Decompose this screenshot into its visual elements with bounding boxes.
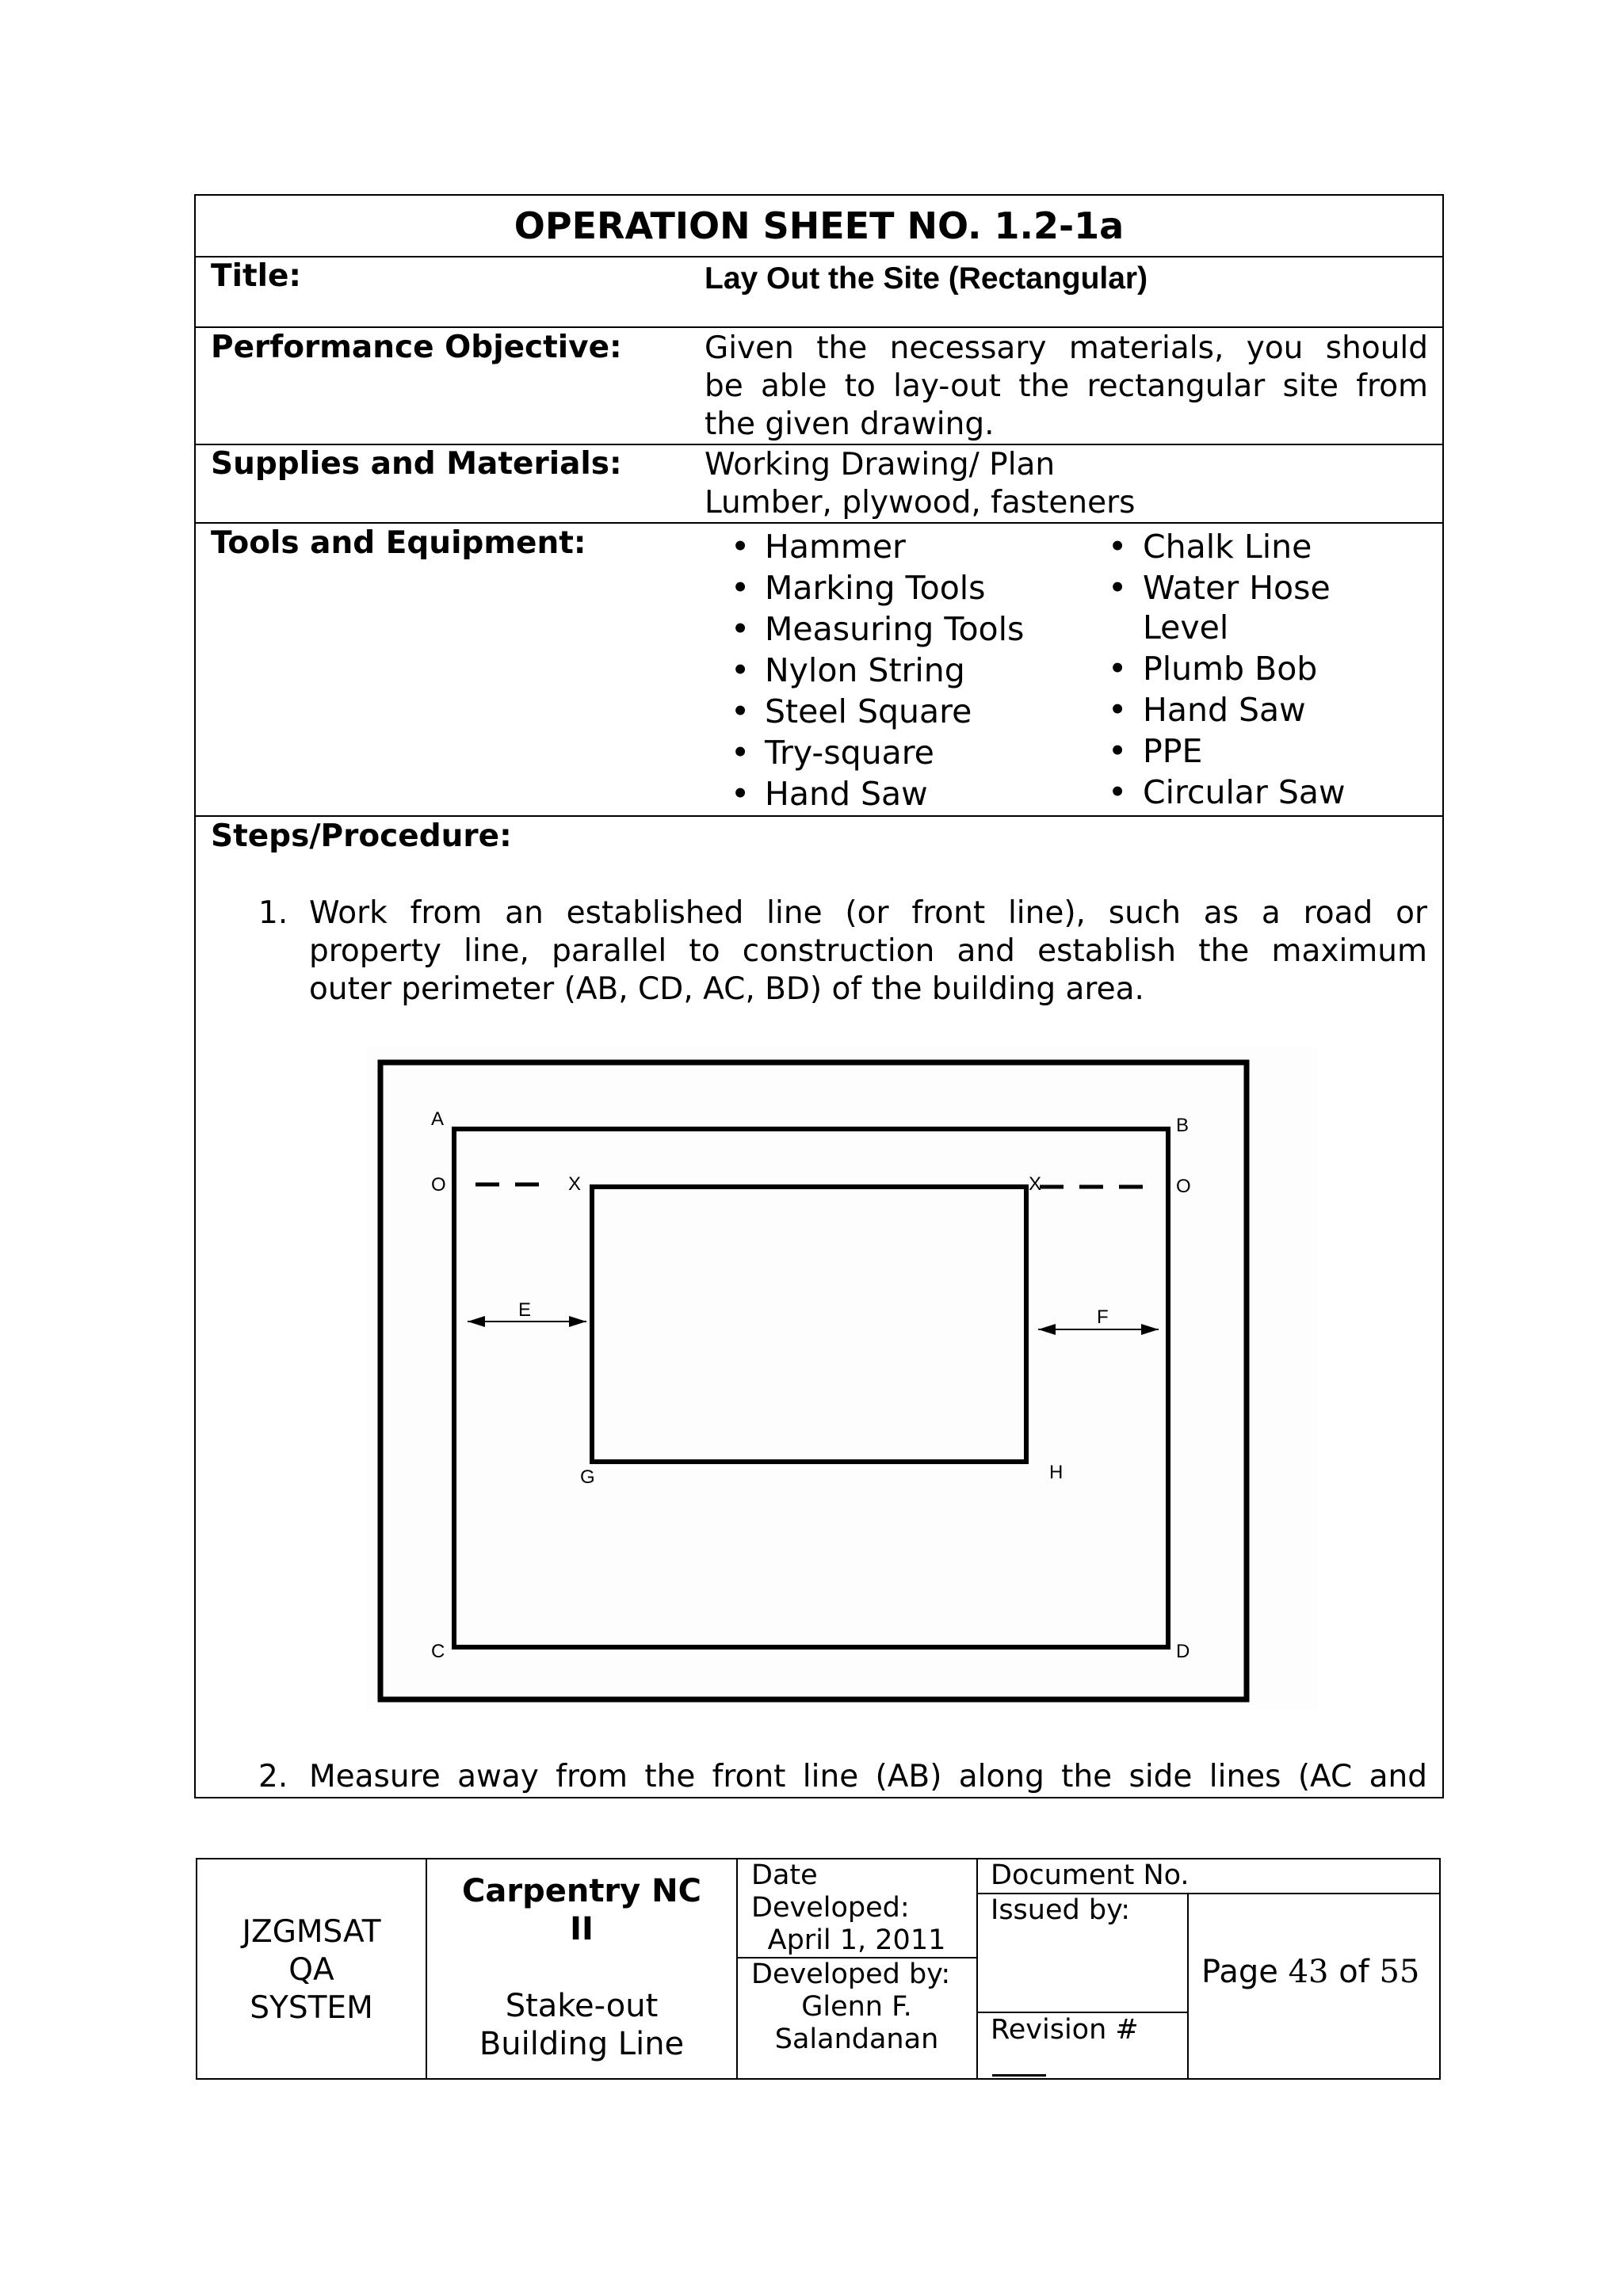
objective-line-2: be able to lay-out the rectangular site from	[705, 368, 1428, 404]
sheet-title: OPERATION SHEET NO. 1.2-1a	[514, 204, 1125, 247]
bullet: •	[1108, 773, 1128, 811]
tool-item: Marking Tools	[765, 569, 986, 607]
bullet: •	[731, 651, 750, 689]
footer-document-no-label: Document No.	[991, 1859, 1190, 1891]
label-d: D	[1176, 1641, 1190, 1662]
label-f: F	[1097, 1306, 1109, 1328]
tool-item: Plumb Bob	[1143, 650, 1318, 688]
bullet: •	[1108, 650, 1128, 688]
footer-issued-by-label: Issued by:	[991, 1894, 1131, 1926]
footer-date-value: April 1, 2011	[767, 1924, 946, 1956]
label-o-right: O	[1176, 1176, 1191, 1197]
step-2-line-1: Measure away from the front line (AB) along the side lines (AC and	[309, 1759, 1427, 1794]
label-o-left: O	[431, 1174, 446, 1196]
tool-item: Steel Square	[765, 692, 972, 730]
step-2-number: 2.	[258, 1759, 288, 1794]
page-total: 55	[1379, 1954, 1420, 1990]
footer-developer-line-1: Glenn F.	[801, 1991, 912, 2023]
step-1-line-2: property line, parallel to construction and establish the maximum	[309, 933, 1427, 969]
revision-underline	[992, 2074, 1046, 2077]
footer-module-line-2: Building Line	[479, 2026, 685, 2062]
label-e: E	[518, 1299, 532, 1321]
bullet: •	[731, 734, 750, 772]
tool-item: Hand Saw	[765, 775, 928, 813]
bullet: •	[731, 775, 750, 813]
footer-org-line-1: JZGMSAT	[242, 1914, 381, 1950]
footer-date-label-1: Date	[751, 1859, 818, 1891]
bullet: •	[731, 610, 750, 648]
tool-item: Hand Saw	[1143, 691, 1306, 729]
tools-label: Tools and Equipment:	[211, 525, 586, 561]
label-g: G	[580, 1466, 595, 1488]
label-c: C	[431, 1641, 445, 1662]
objective-line-1: Given the necessary materials, you should	[705, 330, 1428, 366]
bullet: •	[1108, 732, 1128, 770]
bullet: •	[1108, 691, 1128, 729]
page-word: Page	[1201, 1954, 1278, 1990]
bullet: •	[731, 569, 750, 607]
footer-page-indicator	[1201, 1953, 1419, 1991]
footer-course-line-1: Carpentry NC	[462, 1873, 701, 1909]
bullet: •	[731, 692, 750, 730]
footer-revision-label: Revision #	[991, 2014, 1139, 2046]
tool-item: Level	[1143, 608, 1229, 646]
objective-line-3: the given drawing.	[705, 406, 995, 442]
page-current: 43	[1288, 1954, 1329, 1990]
step-1-line-3: outer perimeter (AB, CD, AC, BD) of the building area.	[309, 971, 1144, 1007]
tool-item: Measuring Tools	[765, 610, 1025, 648]
label-x-right: X	[1029, 1173, 1042, 1195]
footer-course-line-2: II	[570, 1911, 594, 1947]
bullet: •	[1108, 528, 1128, 566]
tool-item: Hammer	[765, 528, 906, 566]
tool-item: PPE	[1143, 732, 1203, 770]
footer-module-line-1: Stake-out	[505, 1988, 659, 2024]
footer-org-line-3: SYSTEM	[250, 1990, 373, 2026]
page-of: of	[1338, 1954, 1369, 1990]
steps-label: Steps/Procedure:	[211, 818, 512, 854]
objective-label: Performance Objective:	[211, 330, 622, 365]
tool-item: Try-square	[765, 734, 934, 772]
step-1-number: 1.	[258, 895, 288, 931]
step-1-line-1: Work from an established line (or front line), such as a road or	[309, 895, 1427, 931]
tool-item: Water Hose	[1143, 569, 1331, 607]
site-layout-diagram	[366, 1046, 1317, 1710]
tool-item: Circular Saw	[1143, 773, 1346, 811]
bullet: •	[1108, 569, 1128, 607]
title-label: Title:	[211, 258, 302, 294]
title-value: Lay Out the Site (Rectangular)	[705, 261, 1148, 296]
bullet: •	[731, 528, 750, 566]
supplies-line-1: Working Drawing/ Plan	[705, 447, 1056, 482]
footer-developed-by-label: Developed by:	[751, 1958, 951, 1990]
footer-date-label-2: Developed:	[751, 1892, 910, 1924]
label-b: B	[1176, 1115, 1190, 1136]
footer-developer-line-2: Salandanan	[774, 2023, 939, 2055]
label-a: A	[431, 1108, 445, 1130]
tool-item: Chalk Line	[1143, 528, 1312, 566]
label-x-left: X	[568, 1173, 582, 1195]
supplies-label: Supplies and Materials:	[211, 446, 622, 482]
footer-org-line-2: QA	[288, 1952, 334, 1988]
tool-item: Nylon String	[765, 651, 965, 689]
label-h: H	[1049, 1462, 1064, 1483]
supplies-line-2: Lumber, plywood, fasteners	[705, 485, 1136, 521]
